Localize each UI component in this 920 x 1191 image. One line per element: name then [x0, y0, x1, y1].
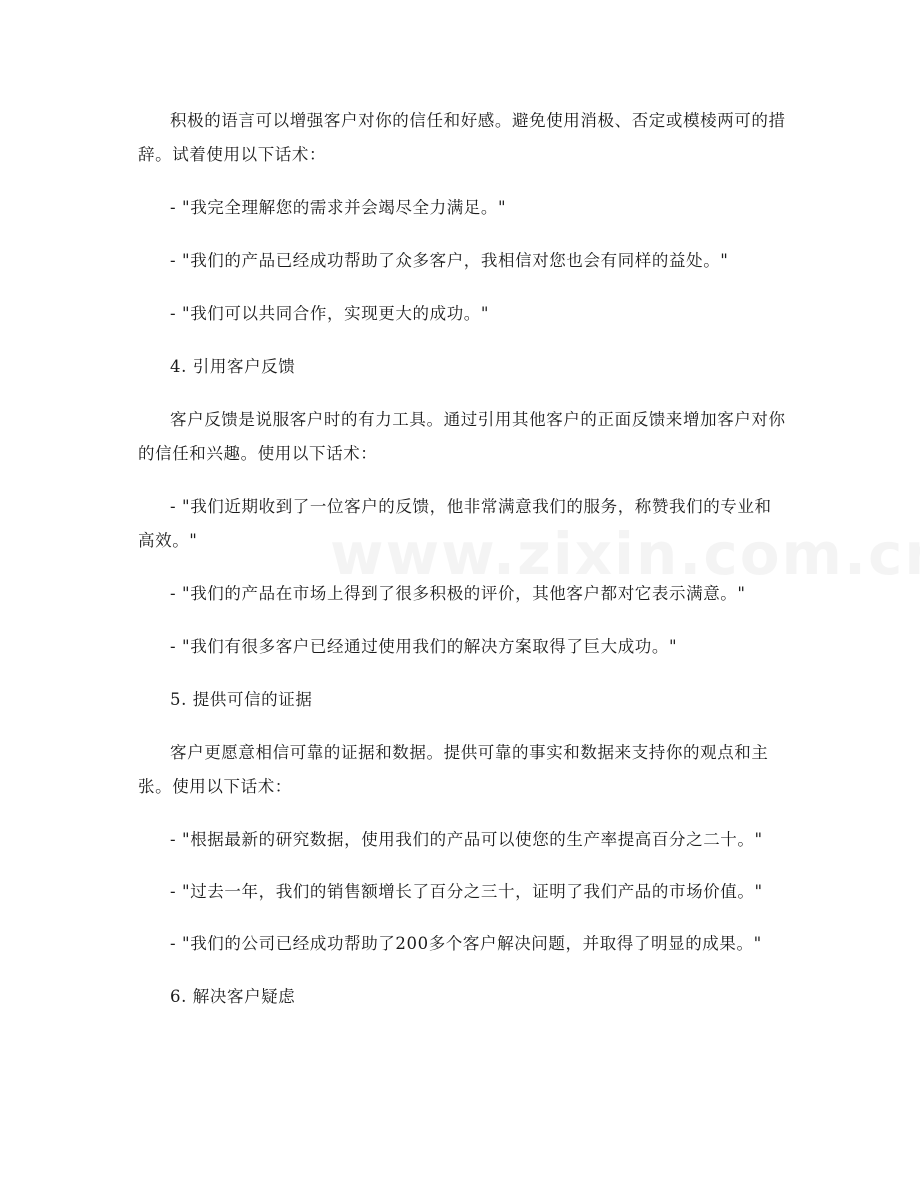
script-line-5: - "我们的产品在市场上得到了很多积极的评价，其他客户都对它表示满意。" — [170, 584, 746, 603]
paragraph-positive-language: 积极的语言可以增强客户对你的信任和好感。避免使用消极、否定或模棱两可的措辞。试着使用以下话术： — [138, 111, 786, 164]
paragraph-customer-feedback: 客户反馈是说服客户时的有力工具。通过引用其他客户的正面反馈来增加客户对你的信任和兴趣。使用以下话术： — [138, 410, 786, 463]
script-line-9: - "我们的公司已经成功帮助了200多个客户解决问题，并取得了明显的成果。" — [170, 934, 762, 953]
script-line-6: - "我们有很多客户已经通过使用我们的解决方案取得了巨大成功。" — [170, 637, 678, 656]
script-line-1: - "我完全理解您的需求并会竭尽全力满足。" — [170, 198, 507, 217]
section-heading-6: 6. 解决客户疑虑 — [170, 987, 296, 1006]
script-line-4: - "我们近期收到了一位客户的反馈，他非常满意我们的服务，称赞我们的专业和高效。" — [138, 497, 772, 550]
paragraph-credible-evidence: 客户更愿意相信可靠的证据和数据。提供可靠的事实和数据来支持你的观点和主张。使用以下话术： — [138, 743, 769, 796]
script-line-2: - "我们的产品已经成功帮助了众多客户，我相信对您也会有同样的益处。" — [170, 251, 729, 270]
script-line-8: - "过去一年，我们的销售额增长了百分之三十，证明了我们产品的市场价值。" — [170, 882, 763, 901]
section-heading-4: 4. 引用客户反馈 — [170, 357, 296, 376]
document-body — [138, 104, 788, 1014]
section-heading-5: 5. 提供可信的证据 — [170, 690, 313, 709]
script-line-3: - "我们可以共同合作，实现更大的成功。" — [170, 304, 490, 323]
script-line-7: - "根据最新的研究数据，使用我们的产品可以使您的生产率提高百分之二十。" — [170, 830, 763, 849]
